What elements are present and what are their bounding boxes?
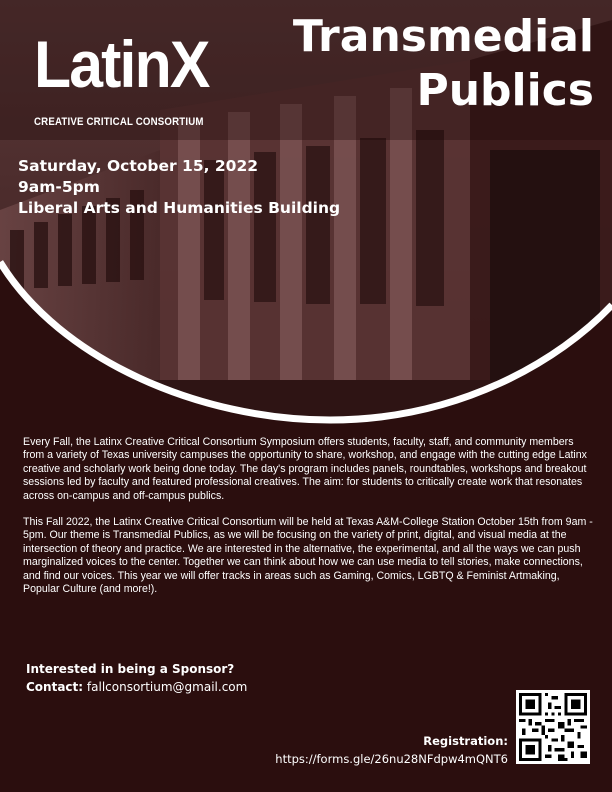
registration-section — [275, 732, 508, 768]
contact-label: Contact: — [26, 680, 84, 694]
qr-code[interactable] — [516, 690, 590, 764]
sponsor-contact — [26, 678, 247, 696]
event-time: 9am-5pm — [18, 178, 100, 196]
event-date: Saturday, October 15, 2022 — [18, 157, 259, 175]
latinx-logo — [28, 14, 228, 134]
sponsor-question: Interested in being a Sponsor? — [26, 662, 235, 676]
logo-wordmark: LatinX — [34, 27, 209, 101]
description — [23, 436, 593, 609]
description-paragraph-2: This Fall 2022, the Latinx Creative Critical Consortium will be held at Texas A&M-College Station October 15th from 9am - 5pm. Our theme is Transmedial Publics, as we will be focusing on the variety of print, digital, and visual media at the intersection of theory and practice. We are interested in the alternative, the experimental, and all the ways we can push marginalized voices to the center. Together we can think about how we can use media to tell stories, make connections, and find our voices. This year we will offer tracks in areas such as Gaming, Comics, LGBTQ & Feminist Artmaking, Popular Culture (and more!). — [23, 516, 593, 596]
description-paragraph-1: Every Fall, the Latinx Creative Critical Consortium Symposium offers students, faculty, staff, and community members from a variety of Texas university campuses the opportunity to share, workshop, and engage with the cutting edge Latinx creative and scholarly work being done today. The day's program includes panels, roundtables, workshops and breakout sessions led by faculty and featured professional creatives. The aim: for students to critically create work that resonates across on-campus and off-campus publics. — [23, 436, 587, 502]
logo-subtitle: CREATIVE CRITICAL CONSORTIUM — [34, 116, 204, 128]
event-title-line1: Transmedial — [292, 11, 594, 62]
registration-label: Registration: — [423, 734, 508, 748]
event-location: Liberal Arts and Humanities Building — [18, 199, 341, 217]
contact-email[interactable]: fallconsortium@gmail.com — [86, 680, 248, 694]
event-details — [18, 156, 340, 219]
registration-link[interactable]: https://forms.gle/26nu28NFdpw4mQNT6 — [275, 752, 508, 766]
qr-code-icon — [519, 693, 587, 761]
event-title-line2: Publics — [416, 65, 594, 116]
event-title — [293, 10, 594, 118]
sponsor-section — [26, 660, 247, 696]
